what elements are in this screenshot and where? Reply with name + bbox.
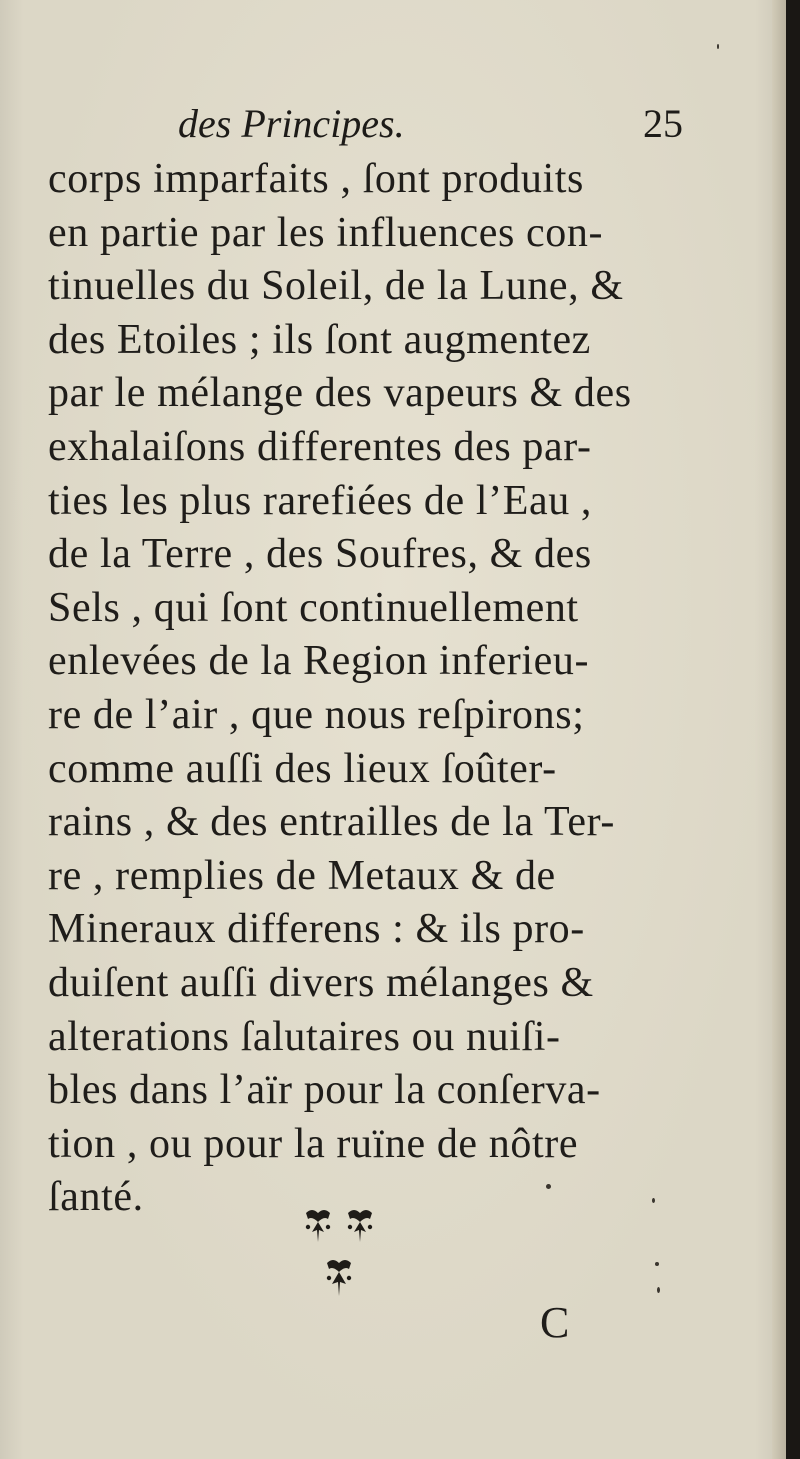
- text-line: bles dans l’aïr pour la conſerva-: [48, 1067, 601, 1114]
- ink-speck: [546, 1184, 551, 1189]
- text-line: de la Terre , des Soufres, & des: [48, 531, 592, 578]
- text-line: exhalaiſons differentes des par-: [48, 423, 592, 470]
- text-line: tion , ou pour la ruïne de nôtre: [48, 1120, 579, 1167]
- fleuron-ornament-icon: [298, 1205, 388, 1305]
- text-line: duiſent auſſi divers mélanges &: [48, 959, 594, 1006]
- text-line: Sels , qui ſont continuellement: [48, 584, 579, 631]
- running-head: des Principes.: [178, 101, 405, 146]
- text-line: des Etoiles ; ils ſont augmentez: [48, 316, 591, 363]
- ink-speck: [657, 1287, 660, 1293]
- ink-speck: [655, 1262, 659, 1266]
- text-line: tinuelles du Soleil, de la Lune, &: [48, 263, 624, 310]
- text-line: par le mélange des vapeurs & des: [48, 370, 632, 417]
- text-line: re de l’air , que nous reſpirons;: [48, 691, 585, 738]
- text-line: re , remplies de Metaux & de: [48, 852, 556, 899]
- body-text: [48, 153, 688, 1225]
- text-line: alterations ſalutaires ou nuiſi-: [48, 1013, 561, 1060]
- text-line: comme auſſi des lieux ſoûter-: [48, 745, 557, 792]
- text-line: rains , & des entrailles de la Ter-: [48, 799, 615, 846]
- text-line: corps imparfaits , ſont produits: [48, 156, 584, 202]
- page-number: 25: [643, 101, 683, 146]
- text-line: ties les plus rarefiées de l’Eau ,: [48, 477, 593, 524]
- page-edge: [772, 0, 786, 1459]
- text-line: Mineraux differens : & ils pro-: [48, 906, 585, 953]
- ink-speck: [717, 44, 719, 49]
- signature-mark: C: [540, 1298, 570, 1347]
- ink-speck: [652, 1198, 655, 1203]
- page-header: [48, 100, 683, 156]
- text-line: enlevées de la Region inferieu-: [48, 638, 590, 685]
- text-line: en partie par les influences con-: [48, 209, 604, 256]
- text-line: ſanté.: [48, 1174, 144, 1221]
